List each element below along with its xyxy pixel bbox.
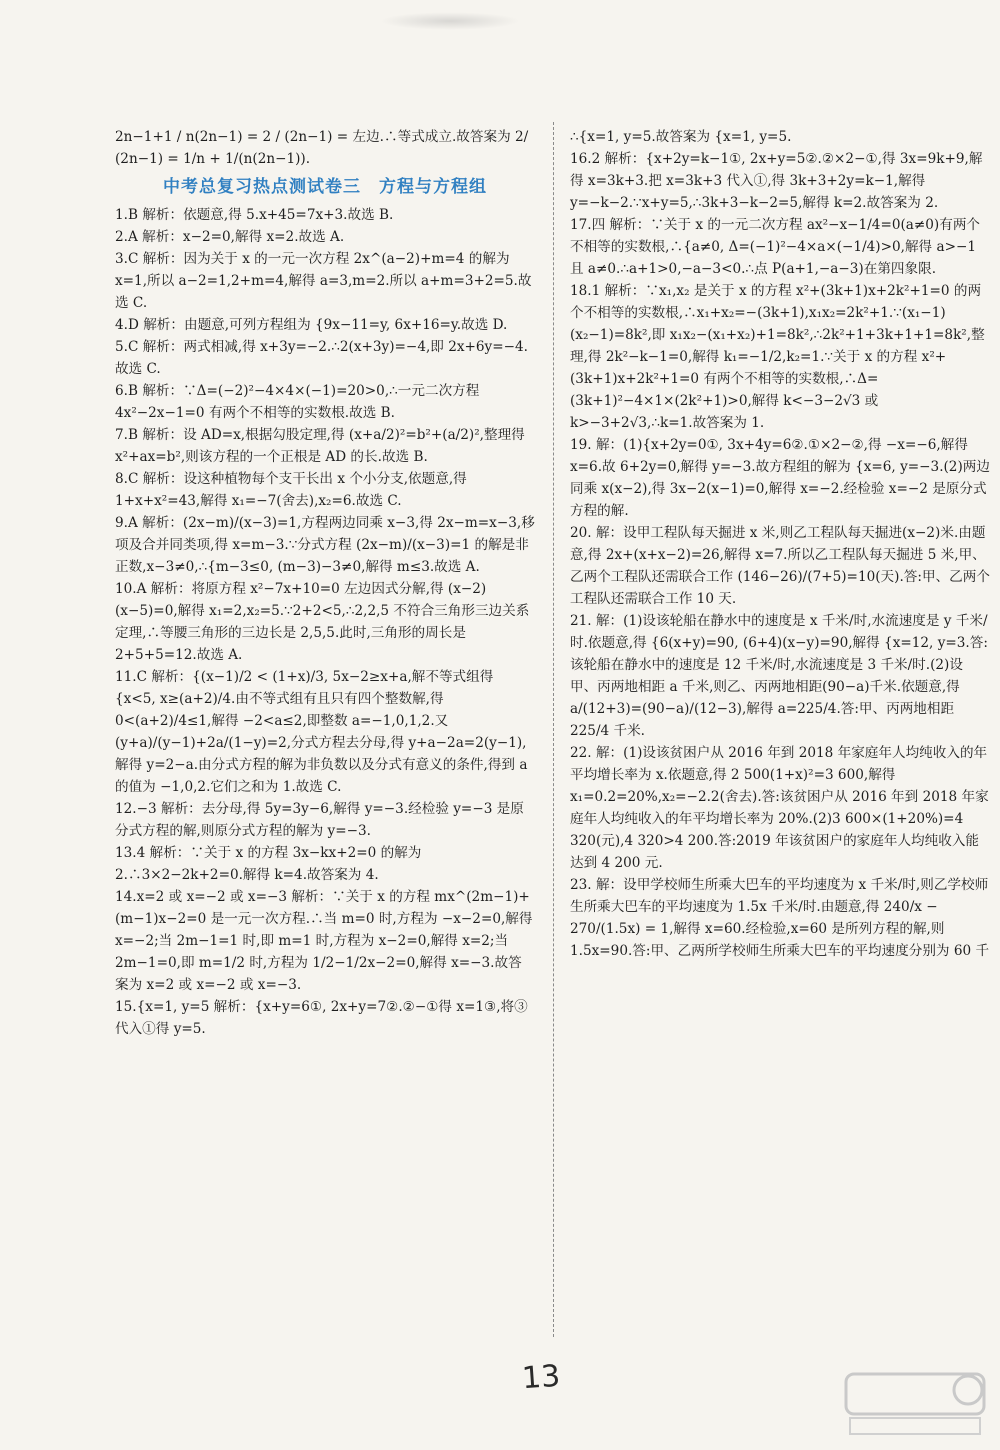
item-number: 2. xyxy=(115,229,128,245)
answer-item xyxy=(115,248,535,314)
item-answer: 四 xyxy=(591,217,606,233)
item-number: 3. xyxy=(115,251,128,267)
answer-item xyxy=(115,336,535,380)
item-explanation: 解析：∵关于 x 的一元二次方程 ax²−x−1/4=0(a≠0)有两个不相等的实数根,∴{a≠0, Δ=(−1)²−4×a×(−1/4)>0,解得 a>−1 且 a≠0.∴a+1>0,−a−3<0.∴点 P(a+1,−a−3)在第四象限. xyxy=(570,217,981,277)
answer-item xyxy=(115,468,535,512)
item-explanation: 解：设甲学校师生所乘大巴车的平均速度为 x 千米/时,则乙学校师生所乘大巴车的平均速度为 1.5x 千米/时.由题意,得 240/x − 270/(1.5x) = 1,解得 x=60.经检验,x=60 是所列方程的解,则 1.5x=90.答:甲、乙两所学校师生所乘大巴车的平均速度分别为 60 千 xyxy=(570,877,990,959)
answer-item xyxy=(115,842,535,886)
item-answer: B xyxy=(127,383,138,399)
item-explanation: 解：(1)设该轮船在静水中的速度是 x 千米/时,水流速度是 y 千米/时.依题意,得 {6(x+y)=90, (6+4)(x−y)=90,解得 {x=12, y=3.答:该轮船在静水中的速度是 12 千米/时,水流速度是 3 千米/时.(2)设甲、丙两地相距 a 千米,则乙、丙两地相距(90−a)千米.依题意,得 a/(12+3)=(90−a)/(12−3),解得 a=225/4.答:甲、丙两地相距 225/4 千米. xyxy=(570,613,988,739)
item-number: 6. xyxy=(115,383,128,399)
item-answer: A xyxy=(127,515,138,531)
item-explanation: 解析：{x+2y=k−1①, 2x+y=5②.②×2−①,得 3x=9k+9,解得 x=3k+3.把 x=3k+3 代入①,得 3k+3+2y=k−1,解得 y=−k−2.∵x+y=5,∴3k+3−k−2=5,解得 k=2.故答案为 2. xyxy=(570,151,983,211)
answer-item xyxy=(570,522,990,610)
item-number: 4. xyxy=(115,317,128,333)
item-number: 1. xyxy=(115,207,128,223)
item-answer: B xyxy=(127,427,138,443)
right-column xyxy=(570,126,990,962)
answer-item xyxy=(115,886,535,996)
item-explanation: 解析：设 AD=x,根据勾股定理,得 (x+a/2)²=b²+(a/2)²,整理得 x²+ax=b²,则该方程的一个正根是 AD 的长.故选 B. xyxy=(115,427,525,465)
item-answer: 4 xyxy=(136,845,146,861)
answer-item xyxy=(115,666,535,798)
right-answer-list xyxy=(570,148,990,962)
item-answer: D xyxy=(127,317,139,333)
answer-item xyxy=(115,314,535,336)
answer-item xyxy=(570,874,990,962)
answer-item xyxy=(570,742,990,874)
right-intro: ∴{x=1, y=5.故答案为 {x=1, y=5. xyxy=(570,129,792,145)
item-number: 15. xyxy=(115,999,137,1015)
answer-item xyxy=(570,434,990,522)
item-explanation: 解析：(2x−m)/(x−3)=1,方程两边同乘 x−3,得 2x−m=x−3,移项及合并同类项,得 x=m−3.∵分式方程 (2x−m)/(x−3)=1 的解是非正数,x−3≠0,∴{m−3≤0, (m−3)−3≠0,解得 m≤3.故选 A. xyxy=(115,515,535,575)
item-explanation: 解析：依题意,得 5.x+45=7x+3.故选 B. xyxy=(142,207,394,223)
item-number: 19. xyxy=(570,437,592,453)
scan-smudge xyxy=(380,12,520,30)
item-number: 13. xyxy=(115,845,137,861)
item-answer: C xyxy=(127,339,139,355)
item-explanation: 解析：{x+y=6①, 2x+y=7②.②−①得 x=1③,将③代入①得 y=5. xyxy=(115,999,528,1037)
left-column xyxy=(115,126,535,1040)
answer-item xyxy=(115,424,535,468)
item-explanation: 解：设甲工程队每天掘进 x 米,则乙工程队每天掘进(x−2)米.由题意,得 2x+(x+x−2)=26,解得 x=7.所以乙工程队每天掘进 5 米,甲、乙两个工程队还需联合工作 (146−26)/(7+5)=10(天).答:甲、乙两个工程队还需联合工作 10 天. xyxy=(570,525,990,607)
item-answer: C xyxy=(127,251,139,267)
answer-item xyxy=(115,226,535,248)
handwritten-page-number: 13 xyxy=(520,1358,562,1397)
answer-item xyxy=(115,996,535,1040)
item-number: 12. xyxy=(115,801,137,817)
item-number: 18. xyxy=(570,283,592,299)
column-divider xyxy=(553,122,554,1337)
answer-item xyxy=(115,380,535,424)
item-number: 14. xyxy=(115,889,137,905)
item-number: 16. xyxy=(570,151,592,167)
item-number: 21. xyxy=(570,613,592,629)
item-explanation: 解析：∵Δ=(−2)²−4×4×(−1)=20>0,∴一元二次方程 4x²−2x−1=0 有两个不相等的实数根.故选 B. xyxy=(115,383,480,421)
answer-item xyxy=(570,610,990,742)
item-number: 8. xyxy=(115,471,128,487)
item-answer: B xyxy=(127,207,138,223)
item-explanation: 解析：x−2=0,解得 x=2.故选 A. xyxy=(142,229,345,245)
item-explanation: 解析：∵关于 x 的方程 mx^(2m−1)+(m−1)x−2=0 是一元一次方程.∴当 m=0 时,方程为 −x−2=0,解得 x=−2;当 2m−1=1 时,即 m=1 时,方程为 x−2=0,解得 x=2;当 2m−1=0,即 m=1/2 时,方程为 1/2−1/2x−2=0,解得 x=−3.故答案为 x=2 或 x=−2 或 x=−3. xyxy=(115,889,533,993)
item-answer: −3 xyxy=(136,801,157,817)
item-explanation: 解析：设这种植物每个支干长出 x 个小分支,依题意,得 1+x+x²=43,解得 x₁=−7(舍去),x₂=6.故选 C. xyxy=(115,471,467,509)
item-number: 17. xyxy=(570,217,592,233)
item-number: 7. xyxy=(115,427,128,443)
item-number: 23. xyxy=(570,877,592,893)
left-answer-list xyxy=(115,204,535,1040)
item-number: 5. xyxy=(115,339,128,355)
item-explanation: 解析：因为关于 x 的一元一次方程 2x^(a−2)+m=4 的解为 x=1,所以 a−2=1,2+m=4,解得 a=3,m=2.所以 a+m=3+2=5.故选 C. xyxy=(115,251,532,311)
item-explanation: 解析：去分母,得 5y=3y−6,解得 y=−3.经检验 y=−3 是原分式方程的解,则原分式方程的解为 y=−3. xyxy=(115,801,524,839)
section-title: 中考总复习热点测试卷三 方程与方程组 xyxy=(163,177,487,197)
answer-item xyxy=(115,578,535,666)
answer-item xyxy=(115,512,535,578)
answer-item xyxy=(570,148,990,214)
item-answer: x=2 或 x=−2 或 x=−3 xyxy=(136,889,287,905)
item-answer: 2 xyxy=(591,151,601,167)
answer-item xyxy=(570,280,990,434)
left-intro: 2n−1+1 / n(2n−1) = 2 / (2n−1) = 左边.∴等式成立.故答案为 2/(2n−1) = 1/n + 1/(n(2n−1)). xyxy=(115,129,529,167)
answer-item xyxy=(570,214,990,280)
item-answer: C xyxy=(127,471,139,487)
watermark-logo xyxy=(840,1368,990,1438)
item-answer: 1 xyxy=(591,283,601,299)
item-explanation: 解析：两式相减,得 x+3y=−2.∴2(x+3y)=−4,即 2x+6y=−4.故选 C. xyxy=(115,339,528,377)
item-number: 9. xyxy=(115,515,128,531)
item-explanation: 解：(1){x+2y=0①, 3x+4y=6②.①×2−②,得 −x=−6,解得 x=6.故 6+2y=0,解得 y=−3.故方程组的解为 {x=6, y=−3.(2)两边同乘 x(x−2),得 3x−2(x−1)=0,解得 x=−2.经检验 x=−2 是原分式方程的解. xyxy=(570,437,990,519)
item-explanation: 解析：∵x₁,x₂ 是关于 x 的方程 x²+(3k+1)x+2k²+1=0 的两个不相等的实数根,∴x₁+x₂=−(3k+1),x₁x₂=2k²+1.∵(x₁−1)(x₂−1)=8k²,即 x₁x₂−(x₁+x₂)+1=8k²,∴2k²+1+3k+1+1=8k²,整理,得 2k²−k−1=0,解得 k₁=−1/2,k₂=1.∵关于 x 的方程 x²+(3k+1)x+2k²+1=0 有两个不相等的实数根,∴Δ=(3k+1)²−4×1×(2k²+1)>0,解得 k<−3−2√3 或 k>−3+2√3,∴k=1.故答案为 1. xyxy=(570,283,985,431)
item-explanation: 解析：由题意,可列方程组为 {9x−11=y, 6x+16=y.故选 D. xyxy=(143,317,508,333)
item-explanation: 解：(1)设该贫困户从 2016 年到 2018 年家庭年人均纯收入的年平均增长率为 x.依题意,得 2 500(1+x)²=3 600,解得 x₁=0.2=20%,x₂=−2.2(舍去).答:该贫困户从 2016 年到 2018 年家庭年人均纯收入的年平均增长率为 20%.(2)3 600×(1+20%)=4 320(元),4 320>4 200.答:2019 年该贫困户的家庭年人均纯收入能达到 4 200 元. xyxy=(570,745,989,871)
answer-item xyxy=(115,798,535,842)
answer-item xyxy=(115,204,535,226)
item-number: 20. xyxy=(570,525,592,541)
item-explanation: 解析：{(x−1)/2 < (1+x)/3, 5x−2≥x+a,解不等式组得 {x<5, x≥(a+2)/4.由不等式组有且只有四个整数解,得 0<(a+2)/4≤1,解得 −2<a≤2,即整数 a=−1,0,1,2.又 (y+a)/(y−1)+2a/(1−y)=2,分式方程去分母,得 y+a−2a=2(y−1),解得 y=2−a.由分式方程的解为非负数以及分式有意义的条件,得到 a 的值为 −1,0,2.它们之和为 1.故选 C. xyxy=(115,669,528,795)
item-number: 22. xyxy=(570,745,592,761)
item-answer: C xyxy=(136,669,148,685)
item-number: 11. xyxy=(115,669,137,685)
item-number: 10. xyxy=(115,581,137,597)
item-answer: {x=1, y=5 xyxy=(136,999,210,1015)
item-answer: A xyxy=(127,229,138,245)
item-explanation: 解析：将原方程 x²−7x+10=0 左边因式分解,得 (x−2)(x−5)=0,解得 x₁=2,x₂=5.∵2+2<5,∴2,2,5 不符合三角形三边关系定理,∴等腰三角形的三边长是 2,5,5.此时,三角形的周长是 2+5+5=12.故选 A. xyxy=(115,581,530,663)
item-answer: A xyxy=(136,581,147,597)
item-explanation: 解析：∵关于 x 的方程 3x−kx+2=0 的解为 2.∴3×2−2k+2=0.解得 k=4.故答案为 4. xyxy=(115,845,422,883)
